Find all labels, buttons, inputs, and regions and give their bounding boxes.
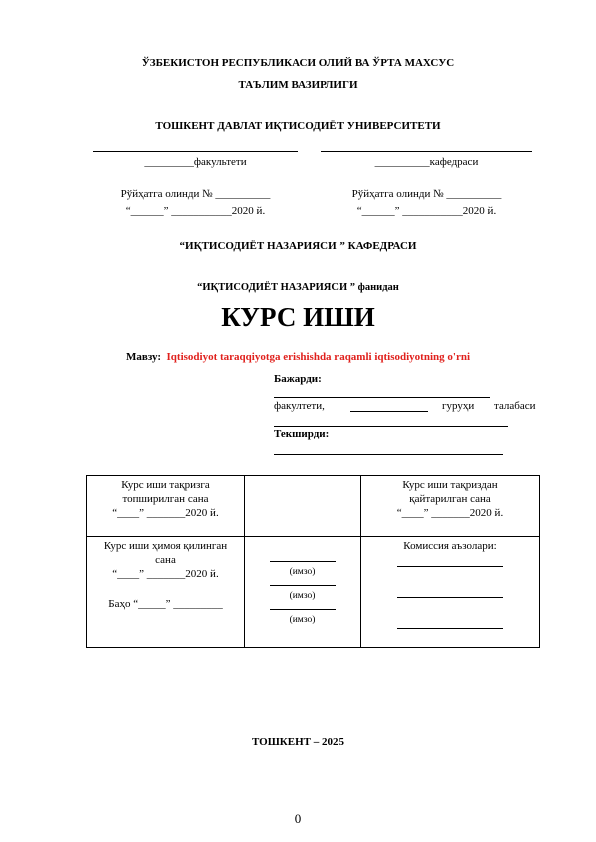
signature-label: (имзо) xyxy=(289,615,316,625)
signature-label: (имзо) xyxy=(289,567,316,577)
topic-line xyxy=(0,351,596,363)
city-year: ТОШКЕНТ – 2025 xyxy=(251,736,345,748)
review-table xyxy=(86,475,540,648)
performer-faculty-blank xyxy=(350,411,428,412)
faculty-label: _________факультети xyxy=(144,156,247,168)
university-name: ТОШКЕНТ ДАВЛАТ ИҚТИСОДИЁТ УНИВЕРСИТЕТИ xyxy=(155,120,441,132)
commission-member-line xyxy=(397,628,503,629)
performer-faculty: факултети, xyxy=(274,400,325,412)
signature-label: (имзо) xyxy=(289,591,316,601)
performer-label: Бажарди: xyxy=(274,373,322,385)
performer-group: гуруҳи xyxy=(442,400,475,412)
commission-cell xyxy=(361,537,540,648)
review-returned-date: “____” _______2020 й. xyxy=(396,507,504,519)
work-title: КУРС ИШИ xyxy=(221,302,375,332)
left-registration: Рўйҳатга олинди № __________ xyxy=(120,188,271,200)
department-blank-line xyxy=(321,151,532,152)
right-registration-date: “______” ___________2020 й. xyxy=(356,205,497,217)
defense-date: “____” _______2020 й. xyxy=(112,568,219,580)
topic-value: Iqtisodiyot taraqqiyotga erishishda raqamli iqtisodiyotning o'rni xyxy=(166,351,470,363)
signature-line xyxy=(270,561,336,562)
ministry-line-2: ТАЪЛИМ ВАЗИРЛИГИ xyxy=(238,79,358,91)
review-returned-cell xyxy=(361,476,540,537)
page-number: 0 xyxy=(294,811,302,826)
defense-line2: сана xyxy=(155,554,176,566)
review-submitted-line2: топширилган сана xyxy=(122,493,209,505)
performer-extra-line xyxy=(274,426,508,427)
left-registration-date: “______” ___________2020 й. xyxy=(125,205,266,217)
department-label: __________кафедраси xyxy=(374,156,479,168)
review-returned-line1: Курс иши тақриздан xyxy=(402,479,498,491)
table-row xyxy=(87,476,540,537)
defense-cell xyxy=(87,537,245,648)
right-registration: Рўйҳатга олинди № __________ xyxy=(351,188,502,200)
topic-label: Мавзу: xyxy=(126,351,162,363)
review-submitted-date: “____” _______2020 й. xyxy=(112,507,219,519)
defense-line1: Курс иши ҳимоя қилинган xyxy=(103,540,228,552)
empty-cell xyxy=(245,476,361,537)
checker-name-line xyxy=(274,454,503,455)
department-title: “ИҚТИСОДИЁТ НАЗАРИЯСИ ” КАФЕДРАСИ xyxy=(179,240,417,252)
performer-name-line xyxy=(274,397,490,398)
subject-title: “ИҚТИСОДИЁТ НАЗАРИЯСИ ” фанидан xyxy=(197,282,399,293)
review-returned-line2: қайтарилган сана xyxy=(409,493,491,505)
signature-line xyxy=(270,585,336,586)
grade-line: Баҳо “_____” _________ xyxy=(108,598,223,610)
faculty-blank-line xyxy=(93,151,298,152)
signatures-cell xyxy=(245,537,361,648)
commission-label: Комиссия аъзолари: xyxy=(403,540,497,552)
table-row xyxy=(87,537,540,648)
ministry-line-1: ЎЗБЕКИСТОН РЕСПУБЛИКАСИ ОЛИЙ ВА ЎРТА МАХСУС xyxy=(141,57,455,69)
signature-line xyxy=(270,609,336,610)
review-submitted-line1: Курс иши тақризга xyxy=(121,479,210,491)
performer-student: талабаси xyxy=(494,400,536,412)
checker-label: Текширди: xyxy=(274,428,330,440)
review-submitted-cell xyxy=(87,476,245,537)
